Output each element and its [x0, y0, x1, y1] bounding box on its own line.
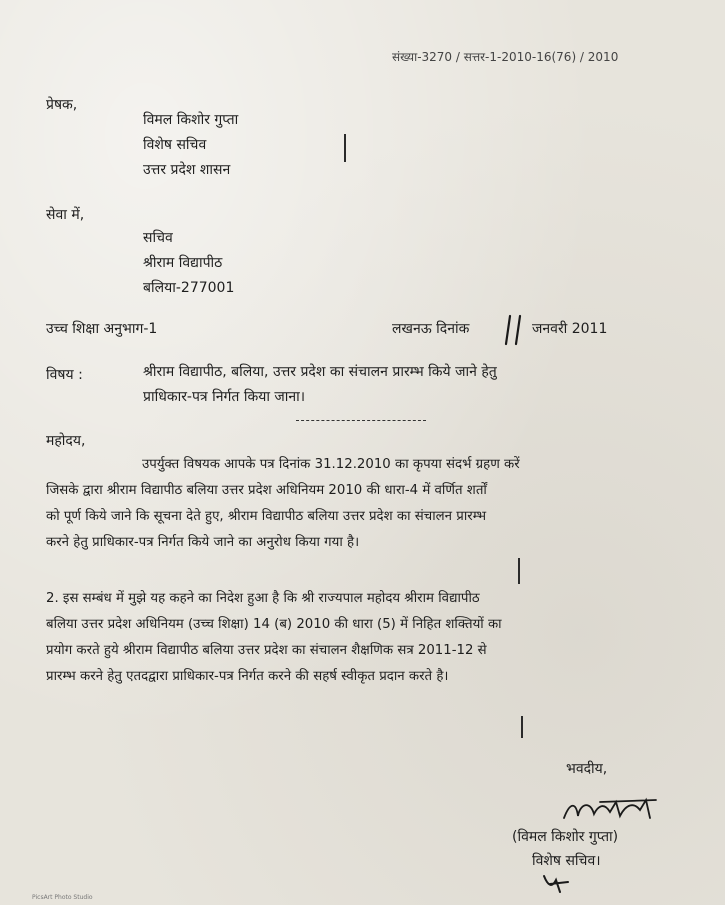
- subject-block: [143, 360, 497, 410]
- sender-label: प्रेषक,: [46, 97, 78, 113]
- pen-mark: [518, 558, 520, 584]
- date-prefix: लखनऊ दिनांक: [392, 321, 470, 337]
- initial-scribble: [540, 870, 574, 896]
- subject-line-2: प्राधिकार-पत्र निर्गत किया जाना।: [143, 389, 306, 405]
- sender-designation: विशेष सचिव: [143, 137, 207, 153]
- paragraph-2-line: बलिया उत्तर प्रदेश अधिनियम (उच्च शिक्षा) 14 (ब) 2010 की धारा (5) में निहित शक्तियों का: [46, 617, 502, 632]
- paragraph-2-line: प्रारम्भ करने हेतु एतदद्वारा प्राधिकार-पत्र निर्गत करने की सहर्ष स्वीकृत प्रदान करते है।: [46, 669, 449, 684]
- recipient-block: [143, 226, 234, 301]
- paragraph-1-line: करने हेतु प्राधिकार-पत्र निर्गत किये जाने का अनुरोध किया गया है।: [46, 535, 360, 550]
- recipient-institution: श्रीराम विद्यापीठ: [143, 255, 223, 271]
- sender-name: विमल किशोर गुप्ता: [143, 112, 239, 128]
- signature-title: विशेष सचिव।: [532, 853, 601, 869]
- footnote: PicsArt Photo Studio: [32, 894, 93, 901]
- signature-scribble: [560, 796, 670, 826]
- section-name: उच्च शिक्षा अनुभाग-1: [46, 321, 158, 337]
- subject-underline: [296, 420, 426, 421]
- recipient-designation: सचिव: [143, 230, 173, 246]
- pen-mark: [344, 134, 346, 162]
- paragraph-1-line: उपर्युक्त विषयक आपके पत्र दिनांक 31.12.2010 का कृपया संदर्भ ग्रहण करें: [142, 457, 520, 472]
- paragraph-2-line: प्रयोग करते हुये श्रीराम विद्यापीठ बलिया उत्तर प्रदेश का संचालन शैक्षणिक सत्र 2011-12 से: [46, 643, 487, 658]
- handwritten-date-mark: [504, 314, 528, 346]
- paragraph-2-line: 2. इस सम्बंध में मुझे यह कहने का निदेश हुआ है कि श्री राज्यपाल महोदय श्रीराम विद्यापीठ: [46, 591, 480, 606]
- recipient-address: बलिया-277001: [143, 280, 235, 296]
- recipient-label: सेवा में,: [46, 207, 85, 223]
- salutation: महोदय,: [46, 433, 86, 449]
- paragraph-1: [46, 452, 710, 556]
- pen-mark: [521, 716, 523, 738]
- subject-line-1: श्रीराम विद्यापीठ, बलिया, उत्तर प्रदेश का संचालन प्रारम्भ किये जाने हेतु: [143, 364, 497, 380]
- paragraph-2: [46, 586, 710, 690]
- subject-label: विषय :: [46, 367, 83, 383]
- signature-name: (विमल किशोर गुप्ता): [512, 829, 619, 845]
- paragraph-1-line: जिसके द्वारा श्रीराम विद्यापीठ बलिया उत्तर प्रदेश अधिनियम 2010 की धारा-4 में वर्णित शर्तों: [46, 483, 487, 498]
- date-suffix: जनवरी 2011: [532, 321, 608, 337]
- paragraph-1-line: को पूर्ण किये जाने कि सूचना देते हुए, श्रीराम विद्यापीठ बलिया उत्तर प्रदेश का संचालन प्रारम्भ: [46, 509, 487, 524]
- closing: भवदीय,: [566, 761, 608, 777]
- sender-block: [143, 108, 238, 183]
- sender-office: उत्तर प्रदेश शासन: [143, 162, 231, 178]
- reference-number: संख्या-3270 / सत्तर-1-2010-16(76) / 2010: [392, 50, 619, 64]
